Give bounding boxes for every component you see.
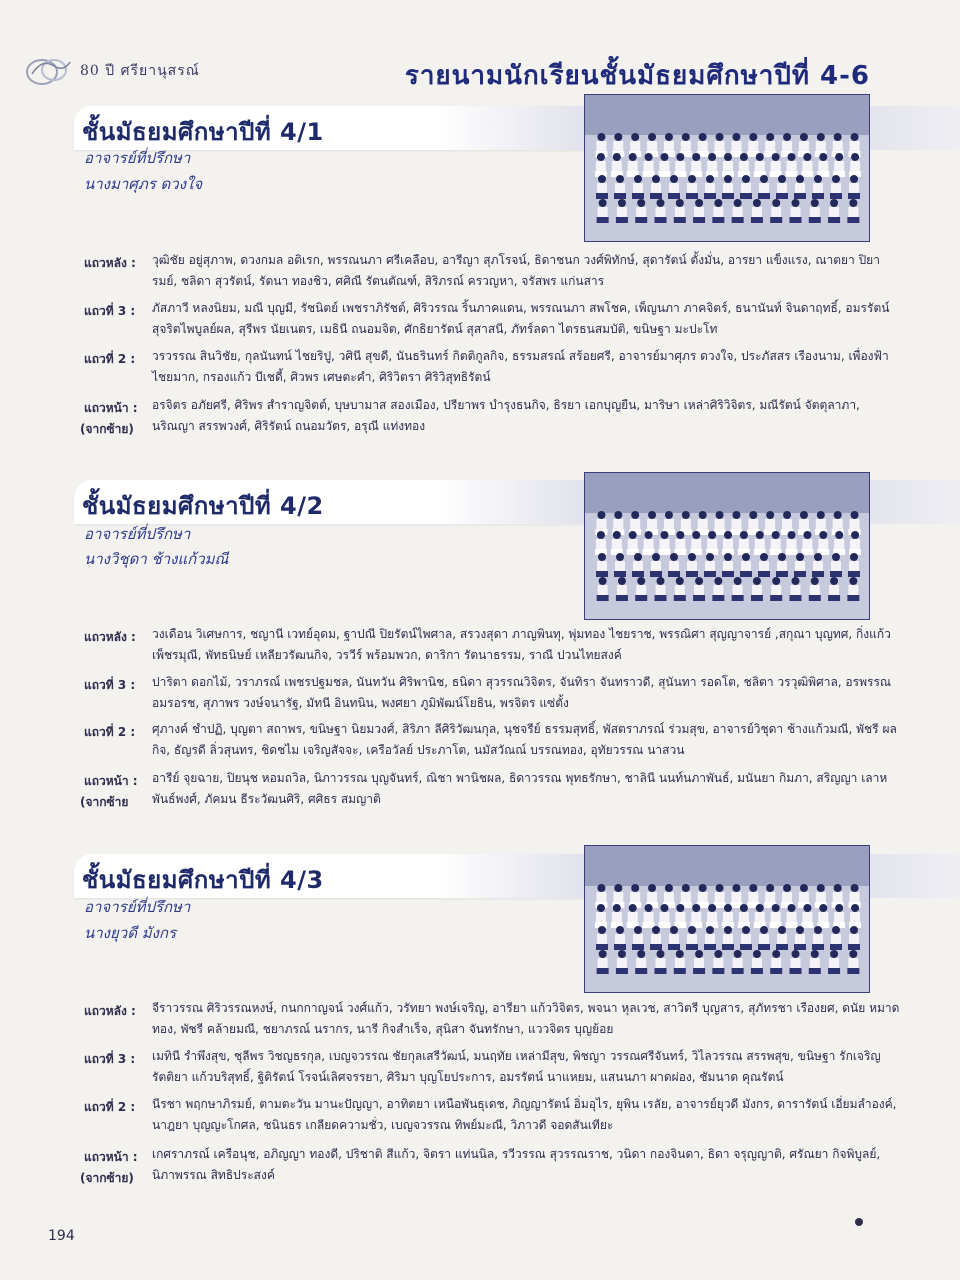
row-label: แถวหลัง : — [84, 1004, 136, 1018]
row-names: วรวรรณ สินวิชัย, กุลนันทน์ ไชยริปู, วศินี สุขดี, นันธรินทร์ กิตติกูลกิจ, ธรรมสรณ์ สร้อยศรี, อาจารย์มาศุภร ดวงใจ, ประภัสสร เรืองนาม, เพื่องฟ้า ไชยมาก, กรองแก้ว บีเชดี้, ศิวพร เศษตะคำ, ศิริวิตรา ศิริวิสุทธิรัตน์ — [152, 349, 889, 384]
decorative-dot — [855, 1218, 863, 1226]
advisor-label: อาจารย์ที่ปรึกษา — [84, 898, 191, 916]
book-title: 80 ปี ศรียานุสรณ์ — [80, 63, 200, 79]
row-label: แถวที่ 2 : — [84, 1100, 136, 1114]
row-names: ศุภางค์ ชำปฏิ, บุญตา สถาพร, ขนิษฐา นิยมวงศ์, สิริภา ลีศิริวัฒนกุล, นุชจรีย์ ธรรมสุทธิ์, พัสตราภรณ์ ร่วมสุข, อาจารย์วิชุดา ช้างแก้วมณี, พัชรี ผลกิจ, ธัญรดี ลิ่วสุนทร, ชิดชไม เจริญสัจจะ, เครือวัลย์ ประภาโต, นมัสวัณณ์ บรรณทอง, อุทัยวรรณ นาสวน — [152, 722, 897, 757]
advisor-name: นางยุวดี มังกร — [84, 924, 177, 942]
row-names: อรจิตร อภัยศรี, ศิริพร สำราญจิตต์, บุษบามาส สองเมือง, ปรียาพร บำรุงธนกิจ, ธิรยา เอกบุญยืน, มาริษา เหล่าศิริวิจิตร, มณีรัตน์ จัตตุลาภา, นริณญา สรรพวงศ์, ศิริรัตน์ ถนอมวัตร, อรุณี แท่งทอง — [152, 398, 860, 433]
row-names: เกศราภรณ์ เครือนุช, อภิญญา ทองดี, ปริชาติ สีแก้ว, จิตรา แท่นนิล, รวีวรรณ สุวรรณราช, วนิดา กองจินดา, ธิดา จรุญญาติ, ศรัณยา กิจพิบูลย์, นิภาพรรณ สิทธิประสงค์ — [152, 1147, 881, 1182]
class-photo — [584, 472, 870, 620]
advisor-label: อาจารย์ที่ปรึกษา — [84, 149, 191, 167]
section-title: ชั้นมัธยมศึกษาปีที่ 4/2 — [82, 492, 324, 520]
row-names: อารีย์ จุยฉาย, ปิยนุช หอมถวิล, นิภาวรรณ บุญจันทร์, ณิชา พานิชผล, ธิดาวรรณ พุทธรักษา, ชาลินี นนท์นภาพันธ์, มนันยา กิมภา, สริญญา เลาหพันธ์พงศ์, ภัคมน ธีระวัฒนศิริ, ศศิธร สมญาติ — [152, 771, 888, 806]
page-header — [0, 0, 960, 100]
advisor-name: นางวิชุดา ช้างแก้วมณี — [84, 550, 229, 568]
school-emblem-icon — [24, 52, 76, 88]
section-band-extension — [860, 480, 960, 524]
row-names: เมทินี รำพึงสุข, ชุลีพร วิชญธรกุล, เบญจวรรณ ชัยกุลเสรีวัฒน์, มนฤทัย เหล่ามีสุข, พิชญา วรรณศรีจันทร์, วิไลวรรณ สรรพสุข, ขนิษฐา รักเจริญ รัตติยา แก้วบริสุทธิ์, ฐิติรัตน์ โรจน์เลิศจรรยา, ศิริมา บุญโยประการ, อมรรัตน์ นาแหยม, แสนนภา ผาดผ่อง, ชัมนาด คุณรัตน์ — [152, 1049, 881, 1084]
section-title: ชั้นมัธยมศึกษาปีที่ 4/1 — [82, 118, 324, 146]
section-band-extension — [860, 854, 960, 898]
row-names: นีรชา พฤกษาภิรมย์, ตามตะวัน มานะปัญญา, อาทิตยา เหนือพันธุเดช, ภิญญารัตน์ อิ่มอุไร, ยุพิน เรลัย, อาจารย์ยุวดี มังกร, ดารารัตน์ เอี่ยมลำองค์, นาฎยา บุญญะโกศล, ชนินธร เกลียดความชั่ว, เบญจวรรณ ทิพย์มะณี, วิภาวดี จอดสันเทียะ — [152, 1097, 897, 1132]
class-photo — [584, 845, 870, 993]
page-title: รายนามนักเรียนชั้นมัธยมศึกษาปีที่ 4-6 — [404, 61, 870, 91]
advisor-name: นางมาศุภร ดวงใจ — [84, 175, 203, 193]
row-sublabel: (จากซ้าย) — [80, 422, 134, 436]
row-label: แถวที่ 3 : — [84, 678, 136, 692]
class-photo — [584, 94, 870, 242]
row-label: แถวหลัง : — [84, 630, 136, 644]
row-label: แถวหน้า : — [84, 1150, 138, 1164]
row-names: จีราวรรณ ศิริวรรณหงษ์, กนกกาญจน์ วงศ์แก้ว, วรัทยา พงษ์เจริญ, อารียา แก้ววิจิตร, พจนา หุลเวช, สาวิตรี บุญสาร, สุภัทรชา เรืองยศ, ดนัย หมาดทอง, พัชรี คล้ายมณี, ชยาภรณ์ นรากร, นารี กิจสำเร็จ, สุนิสา จันทรักษา, แววจิตร บุญย้อย — [152, 1001, 900, 1036]
row-names: ภัสภาวี หลงนิยม, มณี บุญมี, รัชนิตย์ เพชราภิรัชต์, ศิริวรรณ ริ้นภาคแดน, พรรณนภา สพโชค, เพ็ญนภา ภาคจิตร์, ธนานันท์ จินดาฤทธิ์, อมรรัตน์ สุจริตไพบูลย์ผล, สุรีพร นัยเนตร, เมธินี ถนอมจิต, ศักธิยารัตน์ สุสาสนี, ภัทร์ลดา ไตรธนสมบัติ, ขนิษฐา มะปะโท — [152, 301, 890, 336]
row-label: แถวหน้า : — [84, 774, 138, 788]
row-names: วุฒิชัย อยู่สุภาพ, ดวงกมล อติเรก, พรรณนภา ศรีเคลือบ, อารีญา สุภโรจน์, ธิดาชนก วงศ์พิทักษ์, สุดารัตน์ ตั้งมั่น, อารยา แข็งแรง, ณาตยา ปิยารมย์, ชลิดา สุวรัตน์, รัตนา ทองชิว, ศศิณี รัตนตัณฑ์, สิริภรณ์ ครวญหา, จรัสพร แก่นสาร — [152, 253, 880, 288]
page-number: 194 — [48, 1228, 75, 1244]
row-label: แถวที่ 3 : — [84, 1052, 136, 1066]
row-label: แถวหน้า : — [84, 401, 138, 415]
section-band-extension — [860, 106, 960, 150]
row-sublabel: (จากซ้าย) — [80, 1171, 134, 1185]
advisor-label: อาจารย์ที่ปรึกษา — [84, 525, 191, 543]
row-label: แถวหลัง : — [84, 256, 136, 270]
row-label: แถวที่ 2 : — [84, 352, 136, 366]
row-names: ปาริตา ดอกไม้, วราภรณ์ เพชรปฐมชล, นันทวัน ศิริพานิช, ธนิดา สุวรรณวิจิตร, จันทิรา จันทราวดี, สุนันทา รอดโต, ชลิตา วรวุฒิพิศาล, อรพรรณ อมรอรช, สุภาพร วงษ์จนารัฐ, มัทนี อินทนิน, พงศยา ภูมิพัฒน์โยธิน, พรจิตร แซ่ตั้ง — [152, 675, 892, 710]
row-names: วงเดือน วิเศษการ, ชญานี เวทย์อุดม, ฐาปณี ปิยรัตน์ไพศาล, สรวงสุดา ภาญพินทุ, พุ่มทอง ไชยราช, พรรณิศา สุญญาจารย์ ,สกุณา บุญทศ, กิ่งแก้ว เพ็ชรมุณี, พัทธนิษย์ เหลียวรัฒนกิจ, วรวีร์ พร้อมพวก, ดาริกา รัตนาธรรม, ราณี ปวนไทยสงค์ — [152, 627, 891, 662]
row-label: แถวที่ 2 : — [84, 725, 136, 739]
section-title: ชั้นมัธยมศึกษาปีที่ 4/3 — [82, 866, 324, 894]
row-label: แถวที่ 3 : — [84, 304, 136, 318]
row-sublabel: (จากซ้าย — [80, 795, 129, 809]
